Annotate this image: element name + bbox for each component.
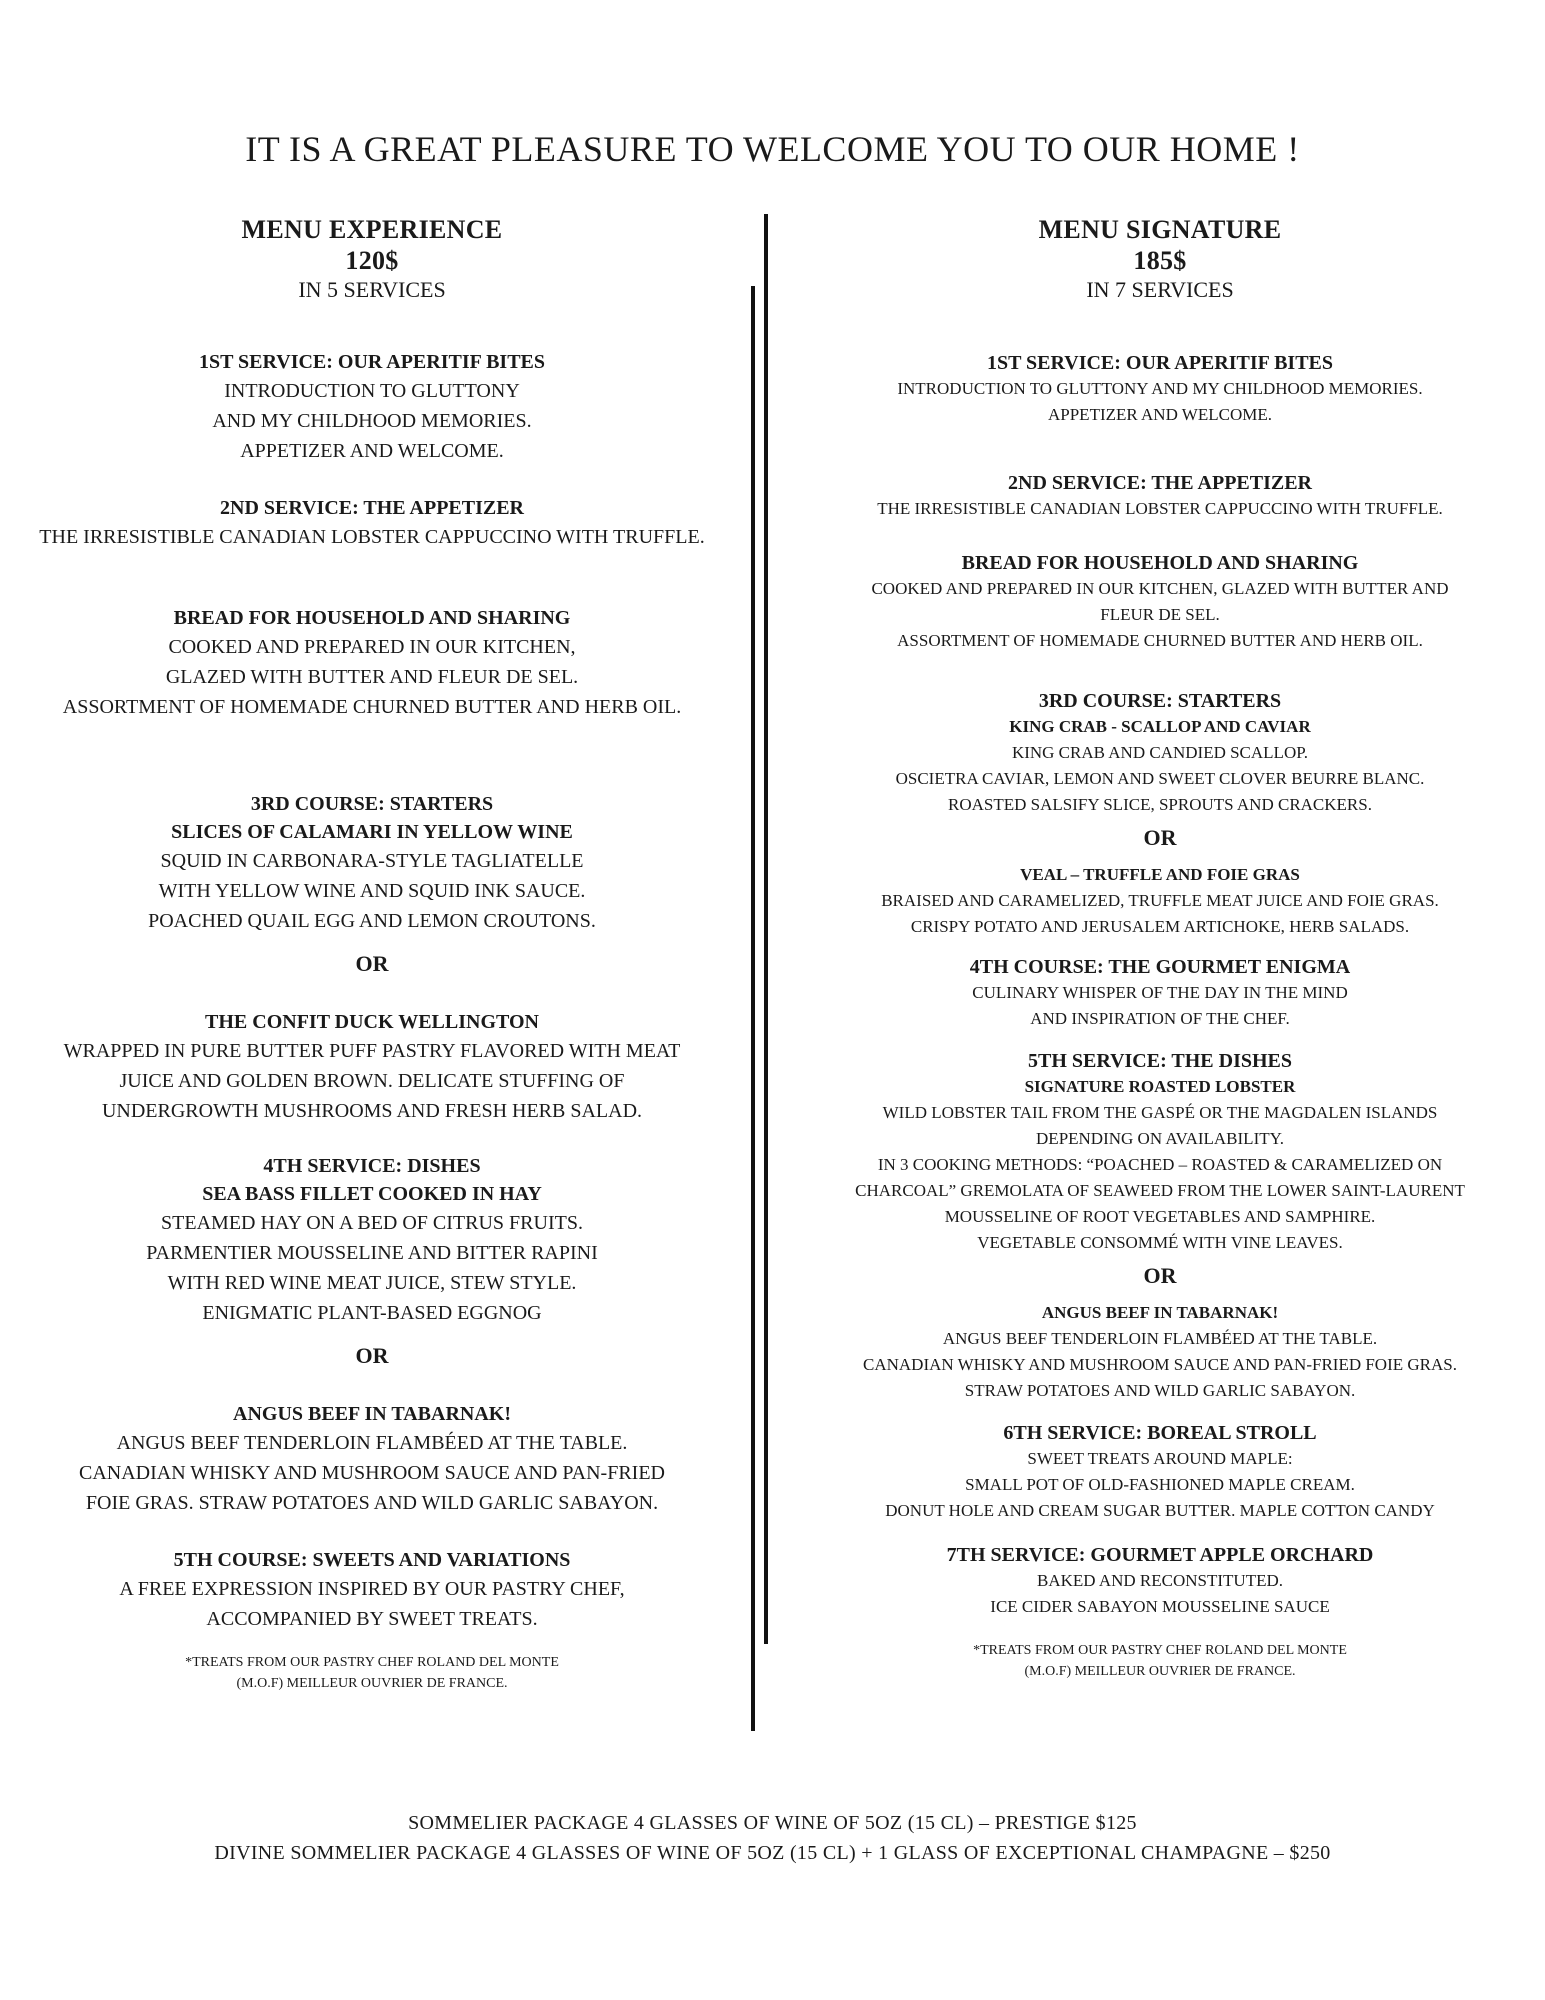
- section-line: MOUSSELINE OF ROOT VEGETABLES AND SAMPHIRE.: [944, 1207, 1376, 1226]
- section-line: ACCOMPANIED BY SWEET TREATS.: [206, 1608, 538, 1630]
- menu-experience-column: [22, 214, 722, 1694]
- section-line: CANADIAN WHISKY AND MUSHROOM SAUCE AND PAN-FRIED: [79, 1462, 665, 1484]
- menu-title: MENU EXPERIENCE: [241, 215, 503, 244]
- bread-section: [800, 550, 1520, 654]
- section-line: BRAISED AND CARAMELIZED, TRUFFLE MEAT JUICE AND FOIE GRAS.: [881, 891, 1439, 910]
- column-divider-line-offset: [751, 286, 755, 1731]
- section-line: STRAW POTATOES AND WILD GARLIC SABAYON.: [964, 1381, 1356, 1400]
- note-line: (M.O.F) MEILLEUR OUVRIER DE FRANCE.: [236, 1676, 508, 1691]
- section-title: 3RD COURSE: STARTERS: [250, 793, 494, 815]
- section-line: STEAMED HAY ON A BED OF CITRUS FRUITS.: [161, 1212, 583, 1234]
- section-subtitle: SLICES OF CALAMARI IN YELLOW WINE: [171, 821, 573, 843]
- section-line: BAKED AND RECONSTITUTED.: [1036, 1571, 1284, 1590]
- section-title: 3RD COURSE: STARTERS: [1038, 690, 1282, 712]
- sommelier-packages: [0, 1808, 1545, 1868]
- section-line: VEGETABLE CONSOMMÉ WITH VINE LEAVES.: [977, 1233, 1343, 1252]
- section-subtitle: VEAL – TRUFFLE AND FOIE GRAS: [1020, 865, 1300, 884]
- section-line: THE IRRESISTIBLE CANADIAN LOBSTER CAPPUCCINO WITH TRUFFLE.: [39, 526, 705, 548]
- section-line: UNDERGROWTH MUSHROOMS AND FRESH HERB SALAD.: [101, 1100, 643, 1122]
- section-line: APPETIZER AND WELCOME.: [1048, 405, 1272, 424]
- menu-price: 120$: [345, 246, 399, 275]
- section-line: DONUT HOLE AND CREAM SUGAR BUTTER. MAPLE COTTON CANDY: [885, 1501, 1435, 1520]
- section-line: COOKED AND PREPARED IN OUR KITCHEN,: [168, 636, 576, 658]
- section-line: FOIE GRAS. STRAW POTATOES AND WILD GARLIC SABAYON.: [85, 1492, 659, 1514]
- section-title: 4TH COURSE: THE GOURMET ENIGMA: [969, 956, 1351, 978]
- section-title: ANGUS BEEF IN TABARNAK!: [233, 1403, 511, 1425]
- service-2: [22, 494, 722, 552]
- section-title: 5TH SERVICE: THE DISHES: [1027, 1050, 1292, 1072]
- section-line: INTRODUCTION TO GLUTTONY AND MY CHILDHOOD MEMORIES.: [897, 379, 1423, 398]
- section-title: 2ND SERVICE: THE APPETIZER: [220, 497, 524, 519]
- section-line: ANGUS BEEF TENDERLOIN FLAMBÉED AT THE TABLE.: [942, 1329, 1378, 1348]
- section-line: CHARCOAL” GREMOLATA OF SEAWEED FROM THE LOWER SAINT-LAURENT: [855, 1181, 1465, 1200]
- section-line: AND INSPIRATION OF THE CHEF.: [1030, 1009, 1290, 1028]
- section-subtitle: KING CRAB - SCALLOP AND CAVIAR: [1009, 717, 1311, 736]
- section-line: ICE CIDER SABAYON MOUSSELINE SAUCE: [990, 1597, 1330, 1616]
- section-title: 7TH SERVICE: GOURMET APPLE ORCHARD: [946, 1544, 1374, 1566]
- section-title: THE CONFIT DUCK WELLINGTON: [205, 1011, 539, 1033]
- service-1: [22, 348, 722, 466]
- note-line: *TREATS FROM OUR PASTRY CHEF ROLAND DEL MONTE: [185, 1655, 559, 1670]
- or-separator: OR: [1143, 1263, 1177, 1288]
- menu-services-count: IN 7 SERVICES: [1086, 277, 1234, 302]
- service-5: [800, 1048, 1520, 1256]
- section-line: IN 3 COOKING METHODS: “POACHED – ROASTED & CARAMELIZED ON: [877, 1155, 1443, 1174]
- service-3: [22, 790, 722, 936]
- section-line: CULINARY WHISPER OF THE DAY IN THE MIND: [972, 983, 1348, 1002]
- service-4: [800, 954, 1520, 1032]
- section-title: 2ND SERVICE: THE APPETIZER: [1008, 472, 1312, 494]
- section-line: WITH RED WINE MEAT JUICE, STEW STYLE.: [167, 1272, 577, 1294]
- section-line: A FREE EXPRESSION INSPIRED BY OUR PASTRY CHEF,: [119, 1578, 625, 1600]
- service-4: [22, 1152, 722, 1328]
- section-line: ASSORTMENT OF HOMEMADE CHURNED BUTTER AND HERB OIL.: [897, 631, 1423, 650]
- section-line: THE IRRESISTIBLE CANADIAN LOBSTER CAPPUCCINO WITH TRUFFLE.: [877, 499, 1443, 518]
- service-7: [800, 1542, 1520, 1620]
- section-line: PARMENTIER MOUSSELINE AND BITTER RAPINI: [146, 1242, 598, 1264]
- or-separator: OR: [1143, 825, 1177, 850]
- section-line: AND MY CHILDHOOD MEMORIES.: [212, 410, 532, 432]
- or-separator: OR: [355, 1343, 389, 1368]
- angus-beef: [22, 1400, 722, 1518]
- note-line: (M.O.F) MEILLEUR OUVRIER DE FRANCE.: [1024, 1664, 1296, 1679]
- section-line: APPETIZER AND WELCOME.: [240, 440, 504, 462]
- section-line: ROASTED SALSIFY SLICE, SPROUTS AND CRACKERS.: [948, 795, 1372, 814]
- section-subtitle: ANGUS BEEF IN TABARNAK!: [1041, 1303, 1279, 1322]
- sommelier-package-divine: DIVINE SOMMELIER PACKAGE 4 GLASSES OF WINE OF 5OZ (15 CL) + 1 GLASS OF EXCEPTIONAL CHAMPAGNE – $250: [214, 1842, 1331, 1864]
- menu-title: MENU SIGNATURE: [1038, 215, 1282, 244]
- section-subtitle: SEA BASS FILLET COOKED IN HAY: [202, 1183, 542, 1205]
- section-line: SWEET TREATS AROUND MAPLE:: [1027, 1449, 1293, 1468]
- service-3: [800, 688, 1520, 818]
- veal-truffle: [800, 862, 1520, 940]
- section-title: BREAD FOR HOUSEHOLD AND SHARING: [173, 607, 571, 629]
- note-line: *TREATS FROM OUR PASTRY CHEF ROLAND DEL MONTE: [973, 1643, 1347, 1658]
- sommelier-package-prestige: SOMMELIER PACKAGE 4 GLASSES OF WINE OF 5OZ (15 CL) – PRESTIGE $125: [408, 1812, 1137, 1834]
- section-line: ANGUS BEEF TENDERLOIN FLAMBÉED AT THE TABLE.: [116, 1432, 628, 1454]
- menu-signature-column: [800, 214, 1520, 1682]
- section-line: ENIGMATIC PLANT-BASED EGGNOG: [202, 1302, 542, 1324]
- section-line: ASSORTMENT OF HOMEMADE CHURNED BUTTER AND HERB OIL.: [62, 696, 682, 718]
- service-1: [800, 350, 1520, 428]
- duck-wellington: [22, 1008, 722, 1126]
- section-line: CANADIAN WHISKY AND MUSHROOM SAUCE AND PAN-FRIED FOIE GRAS.: [863, 1355, 1457, 1374]
- section-line: SMALL POT OF OLD-FASHIONED MAPLE CREAM.: [965, 1475, 1355, 1494]
- section-title: 1ST SERVICE: OUR APERITIF BITES: [986, 352, 1334, 374]
- angus-beef: [800, 1300, 1520, 1404]
- menu-services-count: IN 5 SERVICES: [298, 277, 446, 302]
- section-line: COOKED AND PREPARED IN OUR KITCHEN, GLAZED WITH BUTTER AND: [871, 579, 1449, 598]
- section-line: WILD LOBSTER TAIL FROM THE GASPÉ OR THE MAGDALEN ISLANDS: [882, 1103, 1438, 1122]
- section-line: JUICE AND GOLDEN BROWN. DELICATE STUFFING OF: [119, 1070, 625, 1092]
- service-5: [22, 1546, 722, 1634]
- menu-price: 185$: [1133, 246, 1187, 275]
- section-title: 4TH SERVICE: DISHES: [263, 1155, 481, 1177]
- service-2: [800, 470, 1520, 522]
- section-line: OSCIETRA CAVIAR, LEMON AND SWEET CLOVER BEURRE BLANC.: [895, 769, 1425, 788]
- section-title: 6TH SERVICE: BOREAL STROLL: [1003, 1422, 1317, 1444]
- section-line: WRAPPED IN PURE BUTTER PUFF PASTRY FLAVORED WITH MEAT: [63, 1040, 681, 1062]
- service-6: [800, 1420, 1520, 1524]
- section-line: INTRODUCTION TO GLUTTONY: [224, 380, 520, 402]
- section-line: GLAZED WITH BUTTER AND FLEUR DE SEL.: [165, 666, 579, 688]
- section-line: POACHED QUAIL EGG AND LEMON CROUTONS.: [148, 910, 596, 932]
- section-line: KING CRAB AND CANDIED SCALLOP.: [1011, 743, 1309, 762]
- section-line: SQUID IN CARBONARA-STYLE TAGLIATELLE: [160, 850, 584, 872]
- section-line: FLEUR DE SEL.: [1100, 605, 1220, 624]
- section-line: DEPENDING ON AVAILABILITY.: [1036, 1129, 1284, 1148]
- or-separator: OR: [355, 951, 389, 976]
- pastry-chef-note: [22, 1652, 722, 1694]
- bread-section: [22, 604, 722, 722]
- section-subtitle: SIGNATURE ROASTED LOBSTER: [1024, 1077, 1296, 1096]
- column-divider-line: [764, 214, 768, 1644]
- section-title: 1ST SERVICE: OUR APERITIF BITES: [198, 351, 546, 373]
- pastry-chef-note: [800, 1640, 1520, 1682]
- page-title: IT IS A GREAT PLEASURE TO WELCOME YOU TO OUR HOME !: [245, 129, 1300, 169]
- section-line: WITH YELLOW WINE AND SQUID INK SAUCE.: [158, 880, 586, 902]
- section-title: 5TH COURSE: SWEETS AND VARIATIONS: [173, 1549, 571, 1571]
- section-line: CRISPY POTATO AND JERUSALEM ARTICHOKE, HERB SALADS.: [910, 917, 1410, 936]
- section-title: BREAD FOR HOUSEHOLD AND SHARING: [961, 552, 1359, 574]
